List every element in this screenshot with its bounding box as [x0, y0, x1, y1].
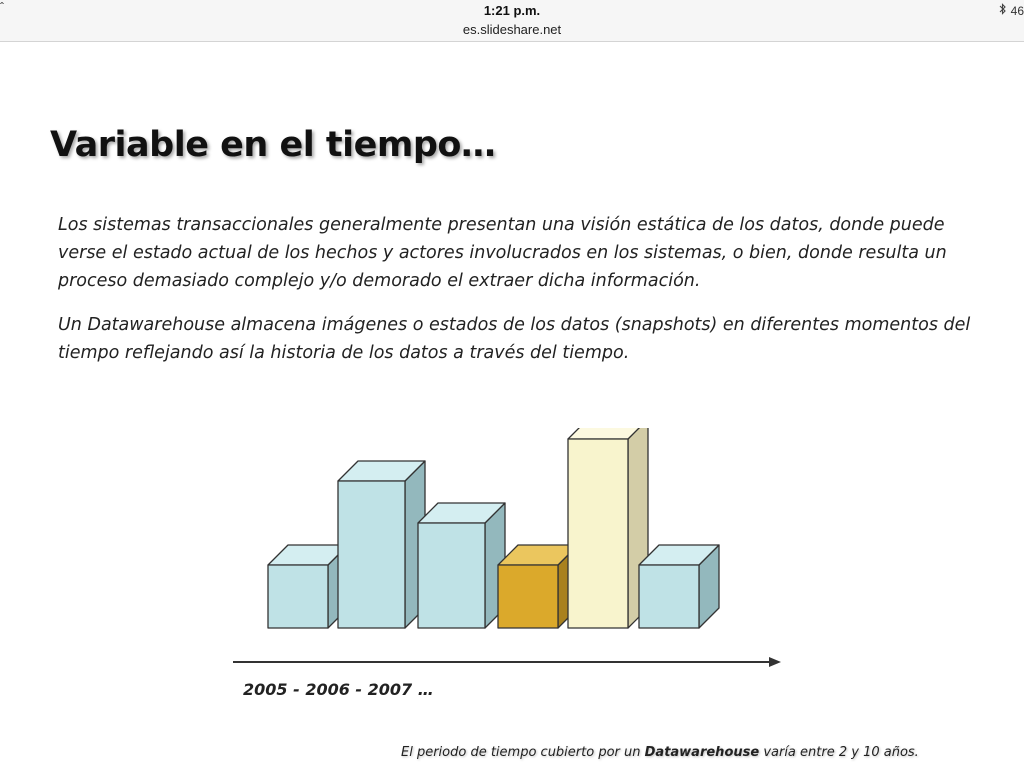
bar-6 — [639, 545, 719, 628]
footnote — [401, 745, 919, 760]
slide-page — [0, 43, 1024, 768]
browser-status-bar — [0, 0, 1024, 42]
status-right-indicators — [999, 3, 1024, 18]
bar-4-front — [498, 565, 558, 628]
bar-3-front — [418, 523, 485, 628]
bar-2 — [338, 461, 425, 628]
slide-title: Variable en el tiempo… — [50, 125, 496, 165]
bar-6-front — [639, 565, 699, 628]
paragraph-transactional-systems: Los sistemas transaccionales generalmente presentan una visión estática de los datos, donde puede verse el estado actual de los hechos y actores involucrados en los sistemas, o bien, donde resulta un proceso demasiado complejo y/o demorado el extraer dicha información. — [58, 215, 947, 291]
caret-up-icon: ˆ — [0, 0, 4, 14]
bar-3 — [418, 503, 505, 628]
paragraph-datawarehouse: Un Datawarehouse almacena imágenes o estados de los datos (snapshots) en diferentes momentos del tiempo reflejando así la historia de los datos a través del tiempo. — [58, 315, 971, 363]
bar-5 — [568, 428, 648, 628]
bar-1-front — [268, 565, 328, 628]
battery-percent-text: 46 — [1010, 4, 1024, 18]
bar-4 — [498, 545, 578, 628]
timeline-arrow — [233, 657, 781, 667]
bar-chart-3d — [225, 428, 795, 673]
footnote-text-before: El periodo de tiempo cubierto por un — [401, 745, 645, 760]
bar-1 — [268, 545, 348, 628]
bluetooth-icon — [999, 3, 1007, 18]
bar-2-front — [338, 481, 405, 628]
bars-group — [268, 428, 719, 628]
timeline-years-label: 2005 - 2006 - 2007 … — [243, 680, 434, 699]
footnote-text-after: varía entre 2 y 10 años. — [759, 745, 919, 760]
bar-5-front — [568, 439, 628, 628]
address-url[interactable]: es.slideshare.net — [462, 22, 562, 37]
status-time: 1:21 p.m. — [483, 3, 541, 18]
footnote-bold-term: Datawarehouse — [644, 745, 760, 760]
